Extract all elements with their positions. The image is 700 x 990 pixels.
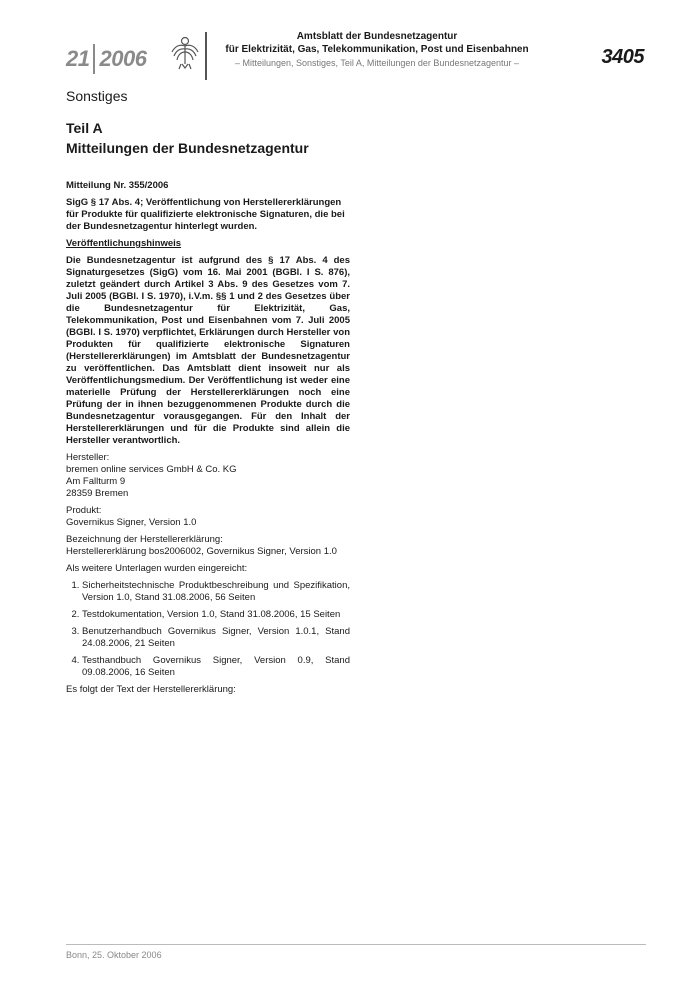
notice-column [66, 180, 350, 701]
footer-divider [66, 944, 646, 945]
federal-eagle-icon [170, 34, 200, 70]
product-block [66, 505, 350, 529]
issue-number-value: 21 [66, 46, 90, 71]
page-number: 3405 [601, 46, 644, 68]
publication-title-line2: für Elektrizität, Gas, Telekommunikation, Post und Eisenbahnen [225, 44, 529, 55]
list-item: 3. Benutzerhandbuch Governikus Signer, Version 1.0.1, Stand 24.08.2006, 21 Seiten [82, 626, 350, 650]
issue-separator [93, 44, 95, 74]
publication-hint-label: Veröffentlichungshinweis [66, 238, 182, 249]
list-item: 2. Testdokumentation, Version 1.0, Stand 31.08.2006, 15 Seiten [82, 609, 350, 621]
section-title: Sonstiges [66, 88, 128, 104]
manufacturer-name: bremen online services GmbH & Co. KG [66, 464, 237, 475]
notice-heading: SigG § 17 Abs. 4; Veröffentlichung von Herstellererklärungen für Produkte für qualifizierte elektronische Signaturen, die bei der Bundesnetzagentur hinterlegt wurden. [66, 197, 345, 232]
list-item: 1. Sicherheitstechnische Produktbeschreibung und Spezifikation, Version 1.0, Stand 31.08.2006, 56 Seiten [82, 580, 350, 604]
declaration-label: Bezeichnung der Herstellererklärung: [66, 534, 223, 545]
publication-title [212, 30, 542, 56]
issue-year: 2006 [99, 46, 147, 71]
header-divider [205, 32, 207, 80]
issue-number [66, 44, 146, 74]
declaration-block [66, 534, 350, 558]
manufacturer-city: 28359 Bremen [66, 488, 129, 499]
closing-text: Es folgt der Text der Herstellererklärung: [66, 684, 236, 695]
publication-hint-text: Die Bundesnetzagentur ist aufgrund des § 17 Abs. 4 des Signaturgesetzes (SigG) vom 16. Mai 2001 (BGBl. I S. 876), zuletzt geändert durch Artikel 3 Abs. 9 des Gesetzes vom 7. Juli 2005 (BGBl. I S. 1970), i.V.m. §§ 1 und 2 des Gesetzes über die Bundesnetzagentur für Elektrizität, Gas, Telekommunikation, Post und Eisenbahnen vom 7. Juli 2005 (BGBl. I S. 1970) verpflichtet, Erklärungen durch Hersteller von Produkten für qualifizierte elektronische Signaturen (Herstellererklärungen) im Amtsblatt der Bundesnetzagentur zu veröffentlichen. Das Amtsblatt dient insoweit nur als Veröffentlichungsmedium. Der Veröffentlichung ist weder eine materielle Prüfung der Herstellererklärungen noch eine Prüfung der in ihnen bezuggenommenen Produkte durch die Bundesnetzagentur vorausgegangen. Für den Inhalt der Herstellererklärungen und für die Produkte sind allein die Hersteller verantwortlich. [66, 255, 350, 446]
manufacturer-street: Am Fallturm 9 [66, 476, 126, 487]
part-subtitle: Mitteilungen der Bundesnetzagentur [66, 140, 309, 156]
part-heading [66, 118, 309, 158]
product-label: Produkt: [66, 505, 102, 516]
documents-intro: Als weitere Unterlagen wurden eingereicht: [66, 563, 248, 574]
documents-list [66, 580, 350, 679]
manufacturer-label: Hersteller: [66, 452, 110, 463]
list-item: 4. Testhandbuch Governikus Signer, Version 0.9, Stand 09.08.2006, 16 Seiten [82, 655, 350, 679]
publication-subtitle: – Mitteilungen, Sonstiges, Teil A, Mitteilungen der Bundesnetzagentur – [234, 58, 519, 68]
declaration-name: Herstellererklärung bos2006002, Governikus Signer, Version 1.0 [66, 546, 337, 557]
notice-number: Mitteilung Nr. 355/2006 [66, 180, 169, 191]
manufacturer-block [66, 452, 350, 500]
part-title: Teil A [66, 120, 103, 136]
footer-date: Bonn, 25. Oktober 2006 [66, 950, 162, 960]
publication-title-line1: Amtsblatt der Bundesnetzagentur [296, 31, 458, 42]
product-name: Governikus Signer, Version 1.0 [66, 517, 197, 528]
